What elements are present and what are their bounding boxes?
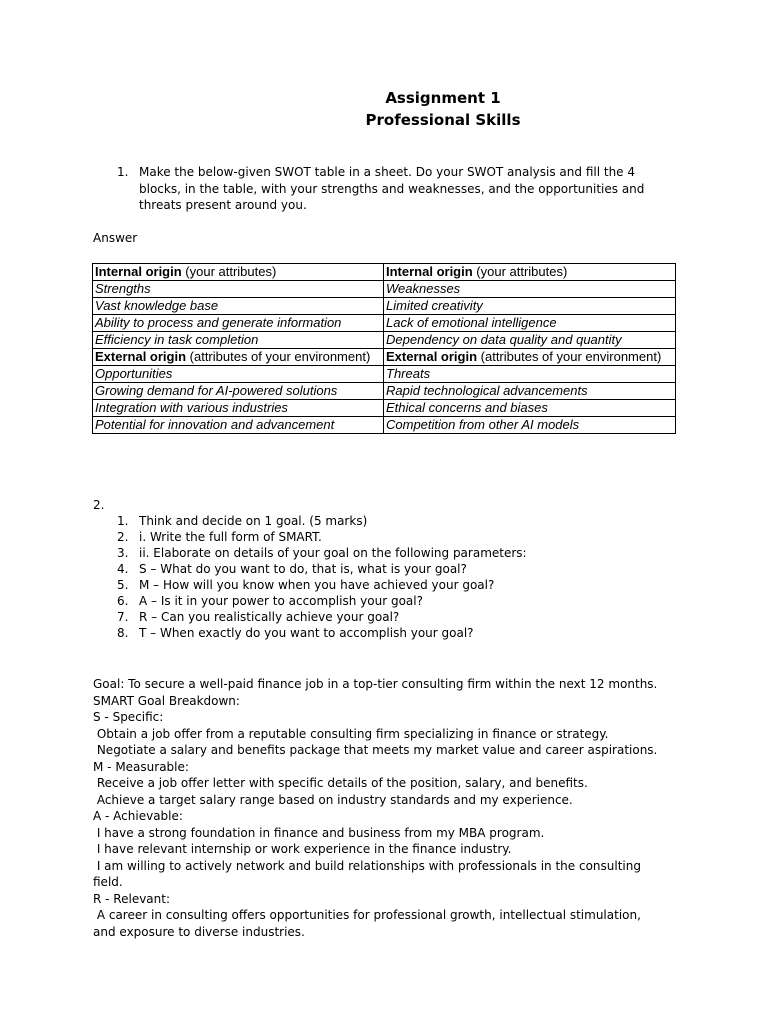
list-item-text: ii. Elaborate on details of your goal on the following parameters: bbox=[139, 546, 527, 560]
strength-item: Ability to process and generate information bbox=[93, 315, 384, 332]
list-item-text: A – Is it in your power to accomplish your goal? bbox=[139, 594, 423, 608]
opportunity-item: Potential for innovation and advancement bbox=[93, 417, 384, 434]
specific-heading: S - Specific: bbox=[93, 710, 164, 724]
list-item-number: 7. bbox=[117, 610, 129, 624]
table-row bbox=[93, 417, 676, 434]
table-row bbox=[93, 383, 676, 400]
weakness-item: Lack of emotional intelligence bbox=[384, 315, 676, 332]
list-item-text: i. Write the full form of SMART. bbox=[139, 530, 322, 544]
document-subtitle: Professional Skills bbox=[365, 111, 521, 129]
goal-line: Obtain a job offer from a reputable consulting firm specializing in finance or strategy. bbox=[93, 726, 609, 741]
table-row bbox=[93, 264, 676, 281]
external-origin-right bbox=[384, 349, 676, 366]
smart-breakdown-heading: SMART Goal Breakdown: bbox=[93, 693, 240, 708]
external-origin-left-rest: (attributes of your environment) bbox=[186, 349, 371, 364]
weakness-item: Dependency on data quality and quantity bbox=[384, 332, 676, 349]
strength-item: Efficiency in task completion bbox=[93, 332, 384, 349]
table-row bbox=[93, 332, 676, 349]
goal-line: Receive a job offer letter with specific details of the position, salary, and benefits. bbox=[93, 776, 588, 790]
goal-line: I have a strong foundation in finance and business from my MBA program. bbox=[93, 825, 545, 840]
table-row bbox=[93, 366, 676, 383]
relevant-heading: R - Relevant: bbox=[93, 891, 171, 906]
list-item-number: 4. bbox=[117, 562, 129, 576]
external-origin-right-bold: External origin bbox=[386, 349, 478, 364]
table-row bbox=[93, 298, 676, 315]
opportunity-item: Growing demand for AI-powered solutions bbox=[93, 383, 384, 400]
question-2-number: 2. bbox=[93, 498, 105, 512]
table-row bbox=[93, 315, 676, 332]
threat-item: Competition from other AI models bbox=[384, 417, 676, 434]
opportunity-item: Integration with various industries bbox=[93, 400, 384, 417]
list-item-number: 3. bbox=[117, 546, 129, 560]
threat-item: Ethical concerns and biases bbox=[384, 400, 676, 417]
internal-origin-left-bold: Internal origin bbox=[95, 264, 182, 279]
list-item-text: T – When exactly do you want to accomplish your goal? bbox=[139, 626, 474, 640]
threat-item: Rapid technological advancements bbox=[384, 383, 676, 400]
list-item-number: 8. bbox=[117, 626, 129, 640]
list-item-number: 6. bbox=[117, 594, 129, 608]
goal-section bbox=[93, 676, 663, 940]
goal-line: I am willing to actively network and build relationships with professionals in the consulting field. bbox=[93, 858, 645, 889]
strength-item: Vast knowledge base bbox=[93, 298, 384, 315]
list-item-text: M – How will you know when you have achieved your goal? bbox=[139, 578, 495, 592]
internal-origin-right-bold: Internal origin bbox=[386, 264, 473, 279]
strengths-label: Strengths bbox=[93, 281, 384, 298]
weakness-item: Limited creativity bbox=[384, 298, 676, 315]
goal-line: I have relevant internship or work experience in the finance industry. bbox=[93, 842, 512, 856]
measurable-heading: M - Measurable: bbox=[93, 759, 189, 774]
goal-statement: Goal: To secure a well-paid finance job in a top-tier consulting firm within the next 12 months. bbox=[93, 677, 658, 691]
list-item-text: Think and decide on 1 goal. (5 marks) bbox=[139, 514, 368, 528]
list-item-text: S – What do you want to do, that is, what is your goal? bbox=[139, 562, 467, 576]
weaknesses-label: Weaknesses bbox=[384, 281, 676, 298]
list-item-number: 1. bbox=[117, 514, 129, 528]
internal-origin-right-rest: (your attributes) bbox=[472, 264, 568, 279]
goal-line: Achieve a target salary range based on industry standards and my experience. bbox=[93, 792, 573, 807]
table-row bbox=[93, 349, 676, 366]
opportunities-label: Opportunities bbox=[93, 366, 384, 383]
question-1-number: 1. bbox=[117, 165, 129, 179]
question-1-text: Make the below-given SWOT table in a sheet. Do your SWOT analysis and fill the 4 blocks, in the table, with your strengths and weaknesses, and the opportunities and threats present around you. bbox=[139, 165, 645, 212]
table-row bbox=[93, 400, 676, 417]
swot-table bbox=[92, 263, 676, 434]
threats-label: Threats bbox=[384, 366, 676, 383]
table-row bbox=[93, 281, 676, 298]
list-item-number: 5. bbox=[117, 578, 129, 592]
internal-origin-right bbox=[384, 264, 676, 281]
internal-origin-left bbox=[93, 264, 384, 281]
external-origin-right-rest: (attributes of your environment) bbox=[477, 349, 662, 364]
internal-origin-left-rest: (your attributes) bbox=[181, 264, 277, 279]
answer-label: Answer bbox=[93, 231, 138, 245]
list-item-number: 2. bbox=[117, 530, 129, 544]
external-origin-left bbox=[93, 349, 384, 366]
goal-line: Negotiate a salary and benefits package that meets my market value and career aspirations. bbox=[93, 743, 658, 757]
document-title: Assignment 1 bbox=[385, 89, 501, 107]
list-item-text: R – Can you realistically achieve your goal? bbox=[139, 610, 400, 624]
goal-line: A career in consulting offers opportunities for professional growth, intellectual stimulation, and exposure to diverse industries. bbox=[93, 908, 645, 939]
achievable-heading: A - Achievable: bbox=[93, 809, 183, 823]
external-origin-left-bold: External origin bbox=[95, 349, 187, 364]
